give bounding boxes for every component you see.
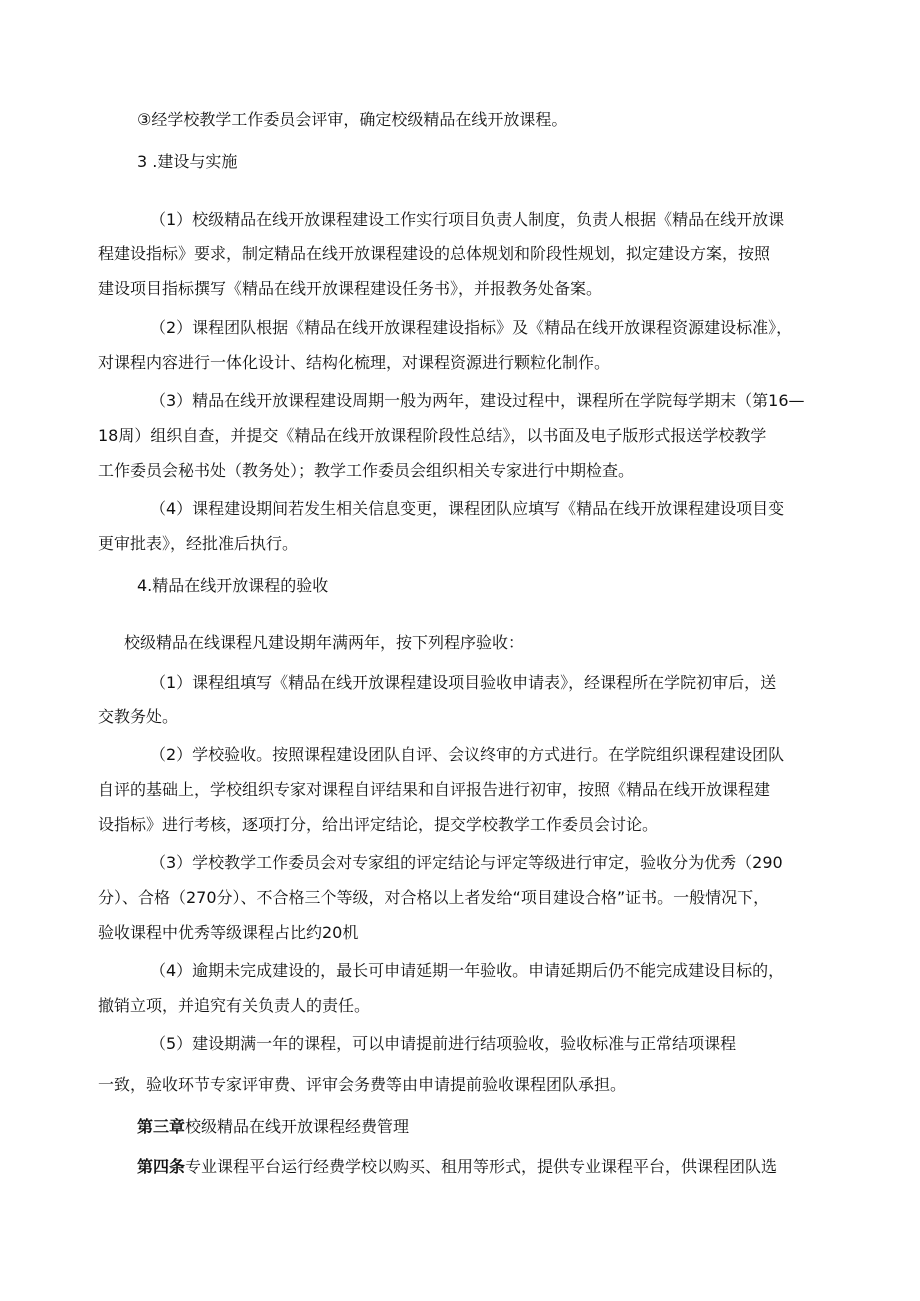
text-line: 撤销立项，并追究有关负责人的责任。 xyxy=(98,996,371,1015)
text-line: ③经学校教学工作委员会评审，确定校级精品在线开放课程。 xyxy=(137,110,568,129)
text-line: 一致，验收环节专家评审费、评审会务费等由申请提前验收课程团队承担。 xyxy=(98,1075,627,1094)
chapter-label: 第三章 xyxy=(137,1117,186,1136)
article-text: 专业课程平台运行经费学校以购买、租用等形式，提供专业课程平台，供课程团队选 xyxy=(185,1157,778,1176)
article-line xyxy=(137,1156,777,1178)
text-line: 设指标》进行考核，逐项打分，给出评定结论，提交学校教学工作委员会讨论。 xyxy=(98,815,659,834)
chapter-title: 校级精品在线开放课程经费管理 xyxy=(185,1117,410,1136)
section-heading: 4.精品在线开放课程的验收 xyxy=(137,576,329,595)
text-line: 分）、合格（270分）、不合格三个等级，对合格以上者发给“项目建设合格”证书。一般情况下， xyxy=(98,888,770,907)
text-line: （3）精品在线开放课程建设周期一般为两年，建设过程中，课程所在学院每学期末（第16— xyxy=(150,391,805,410)
text-line: （4）逾期未完成建设的，最长可申请延期一年验收。申请延期后仍不能完成建设目标的， xyxy=(150,961,785,980)
text-line: （2）课程团队根据《精品在线开放课程建设指标》及《精品在线开放课程资源建设标准》， xyxy=(150,318,793,337)
text-line: （1）校级精品在线开放课程建设工作实行项目负责人制度，负责人根据《精品在线开放课 xyxy=(150,210,785,229)
text-line: 对课程内容进行一体化设计、结构化梳理，对课程资源进行颗粒化制作。 xyxy=(98,353,611,372)
text-line: （3）学校教学工作委员会对专家组的评定结论与评定等级进行审定，验收分为优秀（290 xyxy=(150,853,783,872)
text-line: 建设项目指标撰写《精品在线开放课程建设任务书》，并报教务处备案。 xyxy=(98,279,603,298)
text-line: 18周）组织自查，并提交《精品在线开放课程阶段性总结》，以书面及电子版形式报送学校教学 xyxy=(98,426,767,445)
text-line: （1）课程组填写《精品在线开放课程建设项目验收申请表》，经课程所在学院初审后，送 xyxy=(150,673,777,692)
text-line: 自评的基础上，学校组织专家对课程自评结果和自评报告进行初审，按照《精品在线开放课程建 xyxy=(98,780,771,799)
text-line: （4）课程建设期间若发生相关信息变更，课程团队应填写《精品在线开放课程建设项目变 xyxy=(150,499,785,518)
text-line: （5）建设期满一年的课程，可以申请提前进行结项验收，验收标准与正常结项课程 xyxy=(150,1034,737,1053)
chapter-heading xyxy=(137,1116,409,1138)
text-line: 交教务处。 xyxy=(98,707,179,726)
text-line: （2）学校验收。按照课程建设团队自评、会议终审的方式进行。在学院组织课程建设团队 xyxy=(150,745,785,764)
text-line: 校级精品在线课程凡建设期年满两年，按下列程序验收： xyxy=(124,633,525,652)
text-line: 程建设指标》要求，制定精品在线开放课程建设的总体规划和阶段性规划，拟定建设方案，按照 xyxy=(98,244,771,263)
text-line: 验收课程中优秀等级课程占比约20机 xyxy=(98,923,359,942)
article-label: 第四条 xyxy=(137,1157,186,1176)
section-heading: 3 .建设与实施 xyxy=(137,152,238,171)
text-line: 工作委员会秘书处（教务处）；教学工作委员会组织相关专家进行中期检查。 xyxy=(98,461,635,480)
text-line: 更审批表》，经批准后执行。 xyxy=(98,534,299,553)
